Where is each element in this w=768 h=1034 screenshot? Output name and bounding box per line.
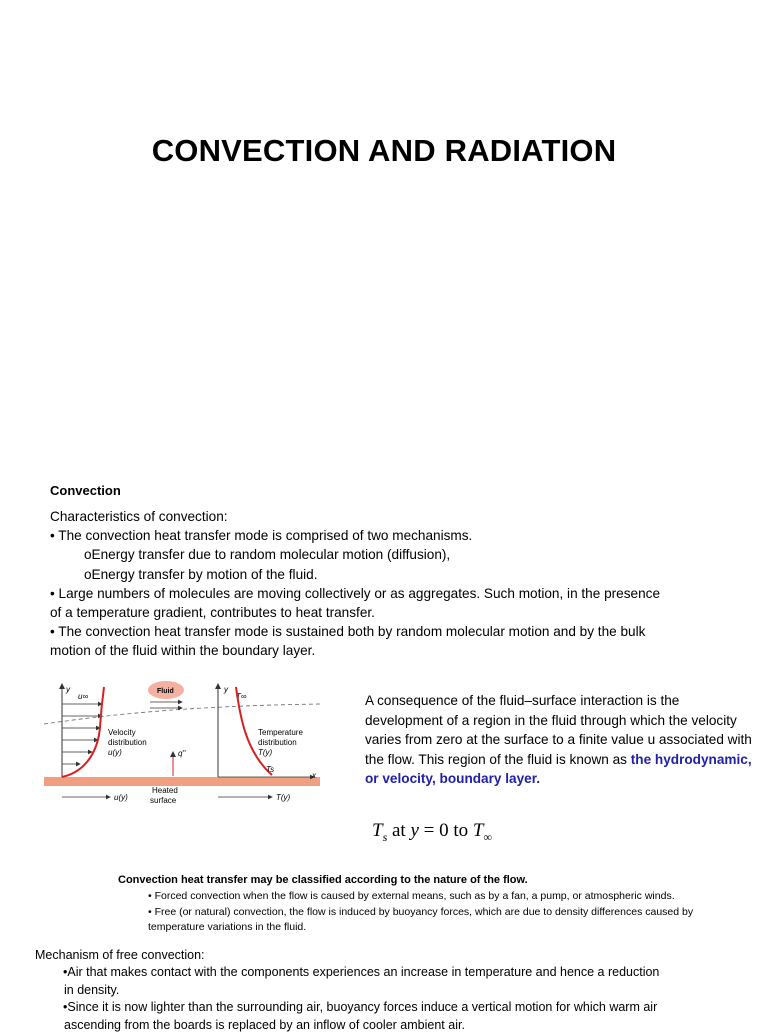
fluid-label: Fluid (157, 688, 174, 695)
free-convection-item: • Free (or natural) convection, the flow is induced by buoyancy forces, which are due to density differences caused by (148, 905, 763, 921)
temperature-label: distribution (258, 738, 297, 747)
formula-t: T (372, 820, 383, 841)
velocity-label: Velocity (108, 728, 136, 737)
formula-y: y (410, 820, 418, 841)
paragraph-text: A consequence of the fluid–surface interaction is the development of a region in the fluid through which the velocity varies from zero at the surface to a finite value u associated with the flow. This region of the fluid is known as (365, 693, 752, 767)
classification-list (148, 889, 763, 936)
free-convection-continuation: temperature variations in the fluid. (148, 920, 763, 936)
velocity-arrows (62, 704, 102, 764)
page-title: CONVECTION AND RADIATION (0, 133, 768, 169)
x-axis-label: x (311, 771, 317, 780)
bullet-continuation: motion of the fluid within the boundary layer. (50, 641, 750, 660)
velocity-label: distribution (108, 738, 147, 747)
boundary-formula (372, 820, 492, 845)
formula-s: s (383, 830, 388, 844)
formula-t2: T (473, 820, 484, 841)
sub-bullet-line: oEnergy transfer by motion of the fluid. (50, 565, 750, 584)
y-axis-label: y (223, 685, 229, 694)
t-inf-label: T∞ (236, 692, 247, 701)
sub-bullet-line: oEnergy transfer due to random molecular motion (diffusion), (50, 545, 750, 564)
temperature-label: Temperature (258, 728, 303, 737)
heated-surface (44, 777, 320, 786)
ts-label: Ts (266, 765, 274, 774)
boundary-layer-figure (40, 672, 330, 812)
mechanism-continuation: ascending from the boards is replaced by an inflow of cooler ambient air. (63, 1017, 743, 1034)
boundary-layer-edge (44, 704, 320, 724)
formula-at: at (387, 820, 410, 841)
mechanism-heading: Mechanism of free convection: (35, 948, 205, 962)
forced-convection-item: • Forced convection when the flow is caused by external means, such as by a fan, a pump, or atmospheric winds. (148, 889, 763, 905)
characteristics-heading: Characteristics of convection: (50, 507, 750, 526)
characteristics-section (50, 507, 750, 661)
flow-arrows (150, 702, 182, 708)
bullet-continuation: of a temperature gradient, contributes to heat transfer. (50, 603, 750, 622)
bullet-line: • The convection heat transfer mode is sustained both by random molecular motion and by the bulk (50, 622, 750, 641)
boundary-layer-highlight: the hydrodynamic, or velocity, boundary layer. (365, 752, 752, 787)
bullet-line: • Large numbers of molecules are moving collectively or as aggregates. Such motion, in the presence (50, 584, 750, 603)
velocity-label: u(y) (108, 748, 122, 757)
u-inf-label: u∞ (78, 692, 88, 701)
u-axis-label: u(y) (114, 793, 128, 802)
q-label: q" (178, 749, 186, 758)
mechanism-continuation: in density. (63, 982, 743, 1000)
temperature-label: T(y) (258, 748, 273, 757)
heated-surface-label: surface (150, 796, 177, 805)
classification-heading: Convection heat transfer may be classified according to the nature of the flow. (118, 874, 528, 886)
formula-inf: ∞ (483, 830, 492, 844)
boundary-layer-paragraph (365, 691, 760, 789)
t-axis-label: T(y) (276, 793, 291, 802)
mechanism-item: •Since it is now lighter than the surrounding air, buoyancy forces induce a vertical motion for which warm air (63, 999, 743, 1017)
formula-eq: = 0 to (419, 820, 473, 841)
bullet-line: • The convection heat transfer mode is comprised of two mechanisms. (50, 526, 750, 545)
y-axis-label: y (65, 685, 71, 694)
mechanism-item: •Air that makes contact with the components experiences an increase in temperature and hence a reduction (63, 964, 743, 982)
convection-heading: Convection (50, 483, 121, 498)
heated-surface-label: Heated (152, 786, 178, 795)
